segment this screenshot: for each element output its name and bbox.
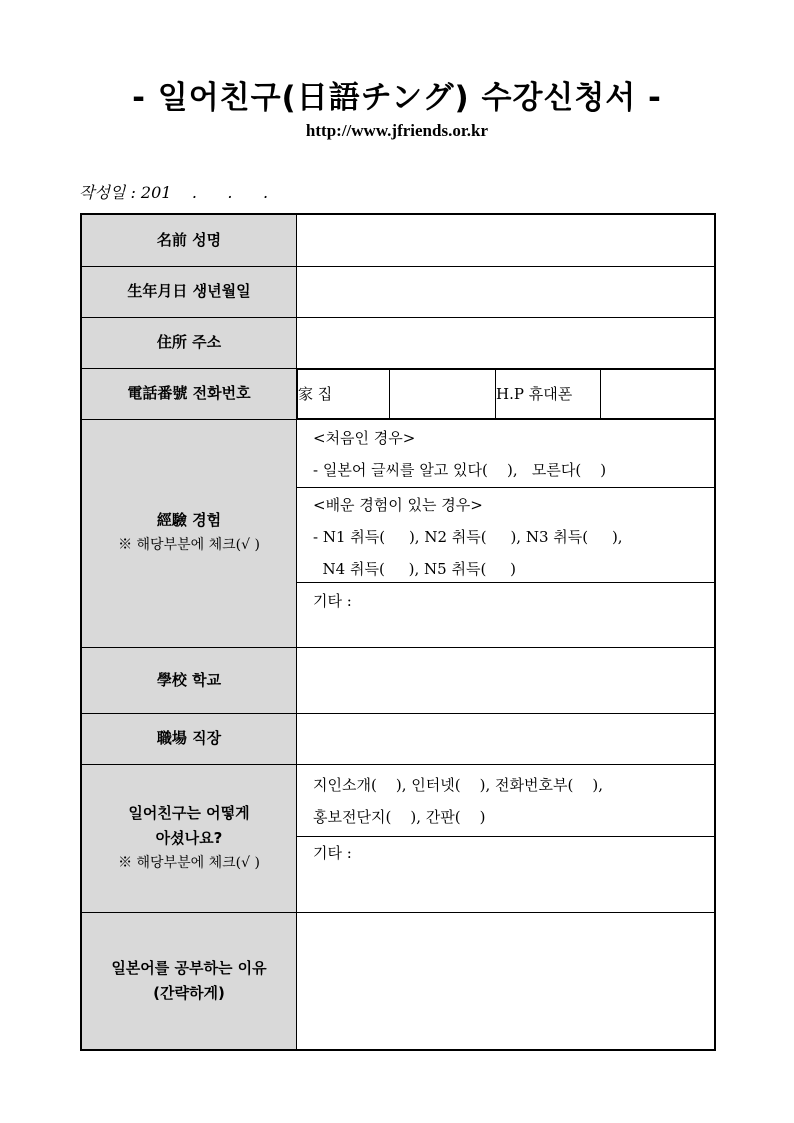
experience-label: 經驗 경험 [156, 511, 222, 529]
phone-mobile-label: H.P 휴대폰 [496, 369, 601, 418]
experience-note: ※ 해당부분에 체크(√ ) [118, 537, 260, 553]
birth-field[interactable] [297, 266, 716, 317]
name-label: 名前 성명 [81, 214, 297, 266]
birth-row [81, 266, 715, 317]
howknow-other-label: 기타 : [313, 843, 352, 862]
website-url[interactable]: http://www.jfriends.or.kr [305, 121, 489, 140]
phone-row [81, 368, 715, 419]
phone-label: 電話番號 전화번호 [81, 368, 297, 419]
exp-first-block [297, 420, 714, 487]
date-written: 작성일 : 201 . . . [79, 183, 269, 202]
exp-learned-line1[interactable]: - N1 취득( ), N2 취득( ), N3 취득( ), [313, 527, 623, 546]
reason-field[interactable] [297, 912, 716, 1050]
howknow-note: ※ 해당부분에 체크(√ ) [118, 854, 260, 871]
name-field[interactable] [297, 214, 716, 266]
exp-first-line[interactable]: - 일본어 글씨를 알고 있다( ), 모른다( ) [313, 460, 607, 479]
workplace-label: 職場 직장 [81, 713, 297, 764]
exp-other-label: 기타 : [313, 591, 352, 610]
school-label: 學校 학교 [81, 647, 297, 713]
howknow-options-block [297, 765, 714, 836]
address-field[interactable] [297, 317, 716, 368]
reason-label-line1: 일본어를 공부하는 이유 [111, 958, 267, 977]
exp-learned-block [297, 487, 714, 582]
exp-first-heading: <처음인 경우> [313, 428, 416, 447]
howknow-line2[interactable]: 홍보전단지( ), 간판( ) [313, 807, 486, 826]
phone-home-label: 家 집 [298, 369, 390, 418]
exp-other-block[interactable] [297, 582, 714, 646]
howknow-line1[interactable]: 지인소개( ), 인터넷( ), 전화번호부( ), [313, 775, 604, 794]
reason-label-cell [81, 912, 297, 1050]
howknow-label-line1: 일어친구는 어떻게 [128, 803, 250, 822]
reason-row [81, 912, 715, 1050]
experience-cell [297, 419, 716, 647]
phone-home-field[interactable] [390, 369, 496, 418]
school-field[interactable] [297, 647, 716, 713]
experience-row [81, 419, 715, 647]
howknow-other-block[interactable] [297, 836, 714, 912]
application-form-table [80, 213, 716, 1051]
address-row [81, 317, 715, 368]
howknow-cell [297, 764, 716, 912]
phone-subtable [297, 369, 714, 419]
address-label: 住所 주소 [81, 317, 297, 368]
howknow-row [81, 764, 715, 912]
workplace-field[interactable] [297, 713, 716, 764]
phone-mobile-field[interactable] [601, 369, 715, 418]
exp-learned-heading: <배운 경험이 있는 경우> [313, 495, 483, 514]
reason-label-line2: (간략하게) [153, 983, 225, 1002]
form-title: - 일어친구(日語チング) 수강신청서 - [132, 80, 662, 116]
exp-learned-line2[interactable]: N4 취득( ), N5 취득( ) [313, 559, 516, 578]
workplace-row [81, 713, 715, 764]
experience-label-cell [81, 419, 297, 647]
howknow-label-cell [81, 764, 297, 912]
birth-label: 生年月日 생년월일 [81, 266, 297, 317]
name-row [81, 214, 715, 266]
howknow-label-line2: 아셨나요? [155, 828, 223, 847]
school-row [81, 647, 715, 713]
phone-cell [297, 368, 716, 419]
